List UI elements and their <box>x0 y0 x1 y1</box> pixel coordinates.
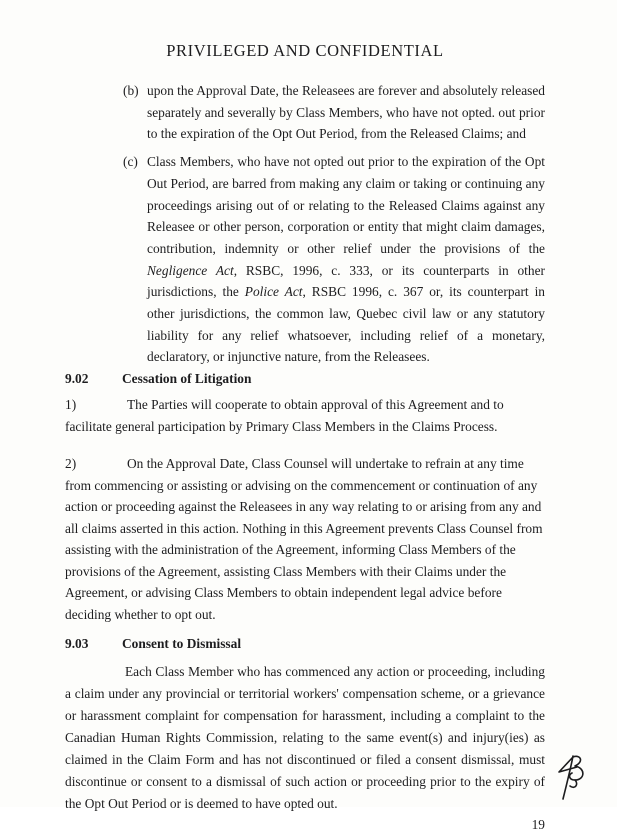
paragraph-902-2 <box>65 453 545 625</box>
paragraph-903-1: Each Class Member who has commenced any action or proceeding, including a claim under any provincial or territorial workers' compensation scheme, or a grievance or harassment complaint for compensation for harassment, including a complaint to the Canadian Human Rights Commission, relating to the same event(s) and injury(ies) as claimed in the Claim Form and has not discontinued or filed a consent dismissal, must discontinue or consent to a dismissal of such action or proceeding prior to the expiry of the Opt Out Period or is deemed to have opted out. <box>65 664 545 812</box>
clause-b-text: upon the Approval Date, the Releasees are forever and absolutely released separately and severally by Class Members, who have not opted. out prior to the expiration of the Opt Out Period, from the Released Claims; and <box>147 83 545 142</box>
paragraph-902-1-text: The Parties will cooperate to obtain approval of this Agreement and to facilitate general participation by Primary Class Members in the Claims Process. <box>65 397 504 435</box>
handwritten-initials-icon <box>554 753 588 803</box>
clause-c-text-part2: , RSBC, 1996, c. 333, or its counterparts in other jurisdictions, the <box>147 262 545 300</box>
section-number-903: 9.03 <box>65 636 89 652</box>
confidentiality-header: PRIVILEGED AND CONFIDENTIAL <box>166 41 444 60</box>
section-title-903: Consent to Dismissal <box>122 636 242 652</box>
section-heading-902 <box>65 368 545 390</box>
section-heading-903 <box>65 633 545 655</box>
paragraph-902-2-text: On the Approval Date, Class Counsel will undertake to refrain at any time from commencing or assisting or advising on the commencement or continuation of any action or proceeding against the Releasees in any way relating to or arising from any and all claims asserted in this action. Nothing in this Agreement prevents Class Counsel from assisting with the administration of the Agreement, informing Class Members of the provisions of the Agreement, assisting Class Members with their Claims under the Agreement, or advising Class Members to obtain independent legal advice before deciding whether to opt out. <box>65 456 543 622</box>
paragraph-902-1-number: 1) <box>65 397 77 413</box>
page-number: 19 <box>531 817 545 833</box>
clause-c-text-part1: Class Members, who have not opted out prior to the expiration of the Opt Out Period, are barred from making any claim or taking or continuing any proceedings arising out of or relating to the Released Claims against any Releasee or other person, corporation or entity that might claim damages, contribution, indemnity or other relief under the provisions of the <box>147 154 545 256</box>
section-number-902: 9.02 <box>65 371 89 387</box>
section-title-902: Cessation of Litigation <box>122 371 252 387</box>
statute-name-negligence-act: Negligence Act <box>147 262 234 278</box>
paragraph-902-1 <box>65 394 545 438</box>
clause-c-label: (c) <box>123 154 138 170</box>
clause-b <box>123 80 545 145</box>
clause-c-text-part3: , RSBC 1996, c. 367 or, its counterpart in other jurisdictions, the common law, Quebec civil law or any statutory liability for any relief whatsoever, including relief of a monetary, declaratory, or injunctive nature, from the Releasees. <box>147 284 545 365</box>
statute-name-police-act: Police Act <box>244 284 303 300</box>
paragraph-902-2-number: 2) <box>65 456 77 472</box>
clause-b-label: (b) <box>123 83 139 98</box>
clause-c <box>123 151 545 368</box>
